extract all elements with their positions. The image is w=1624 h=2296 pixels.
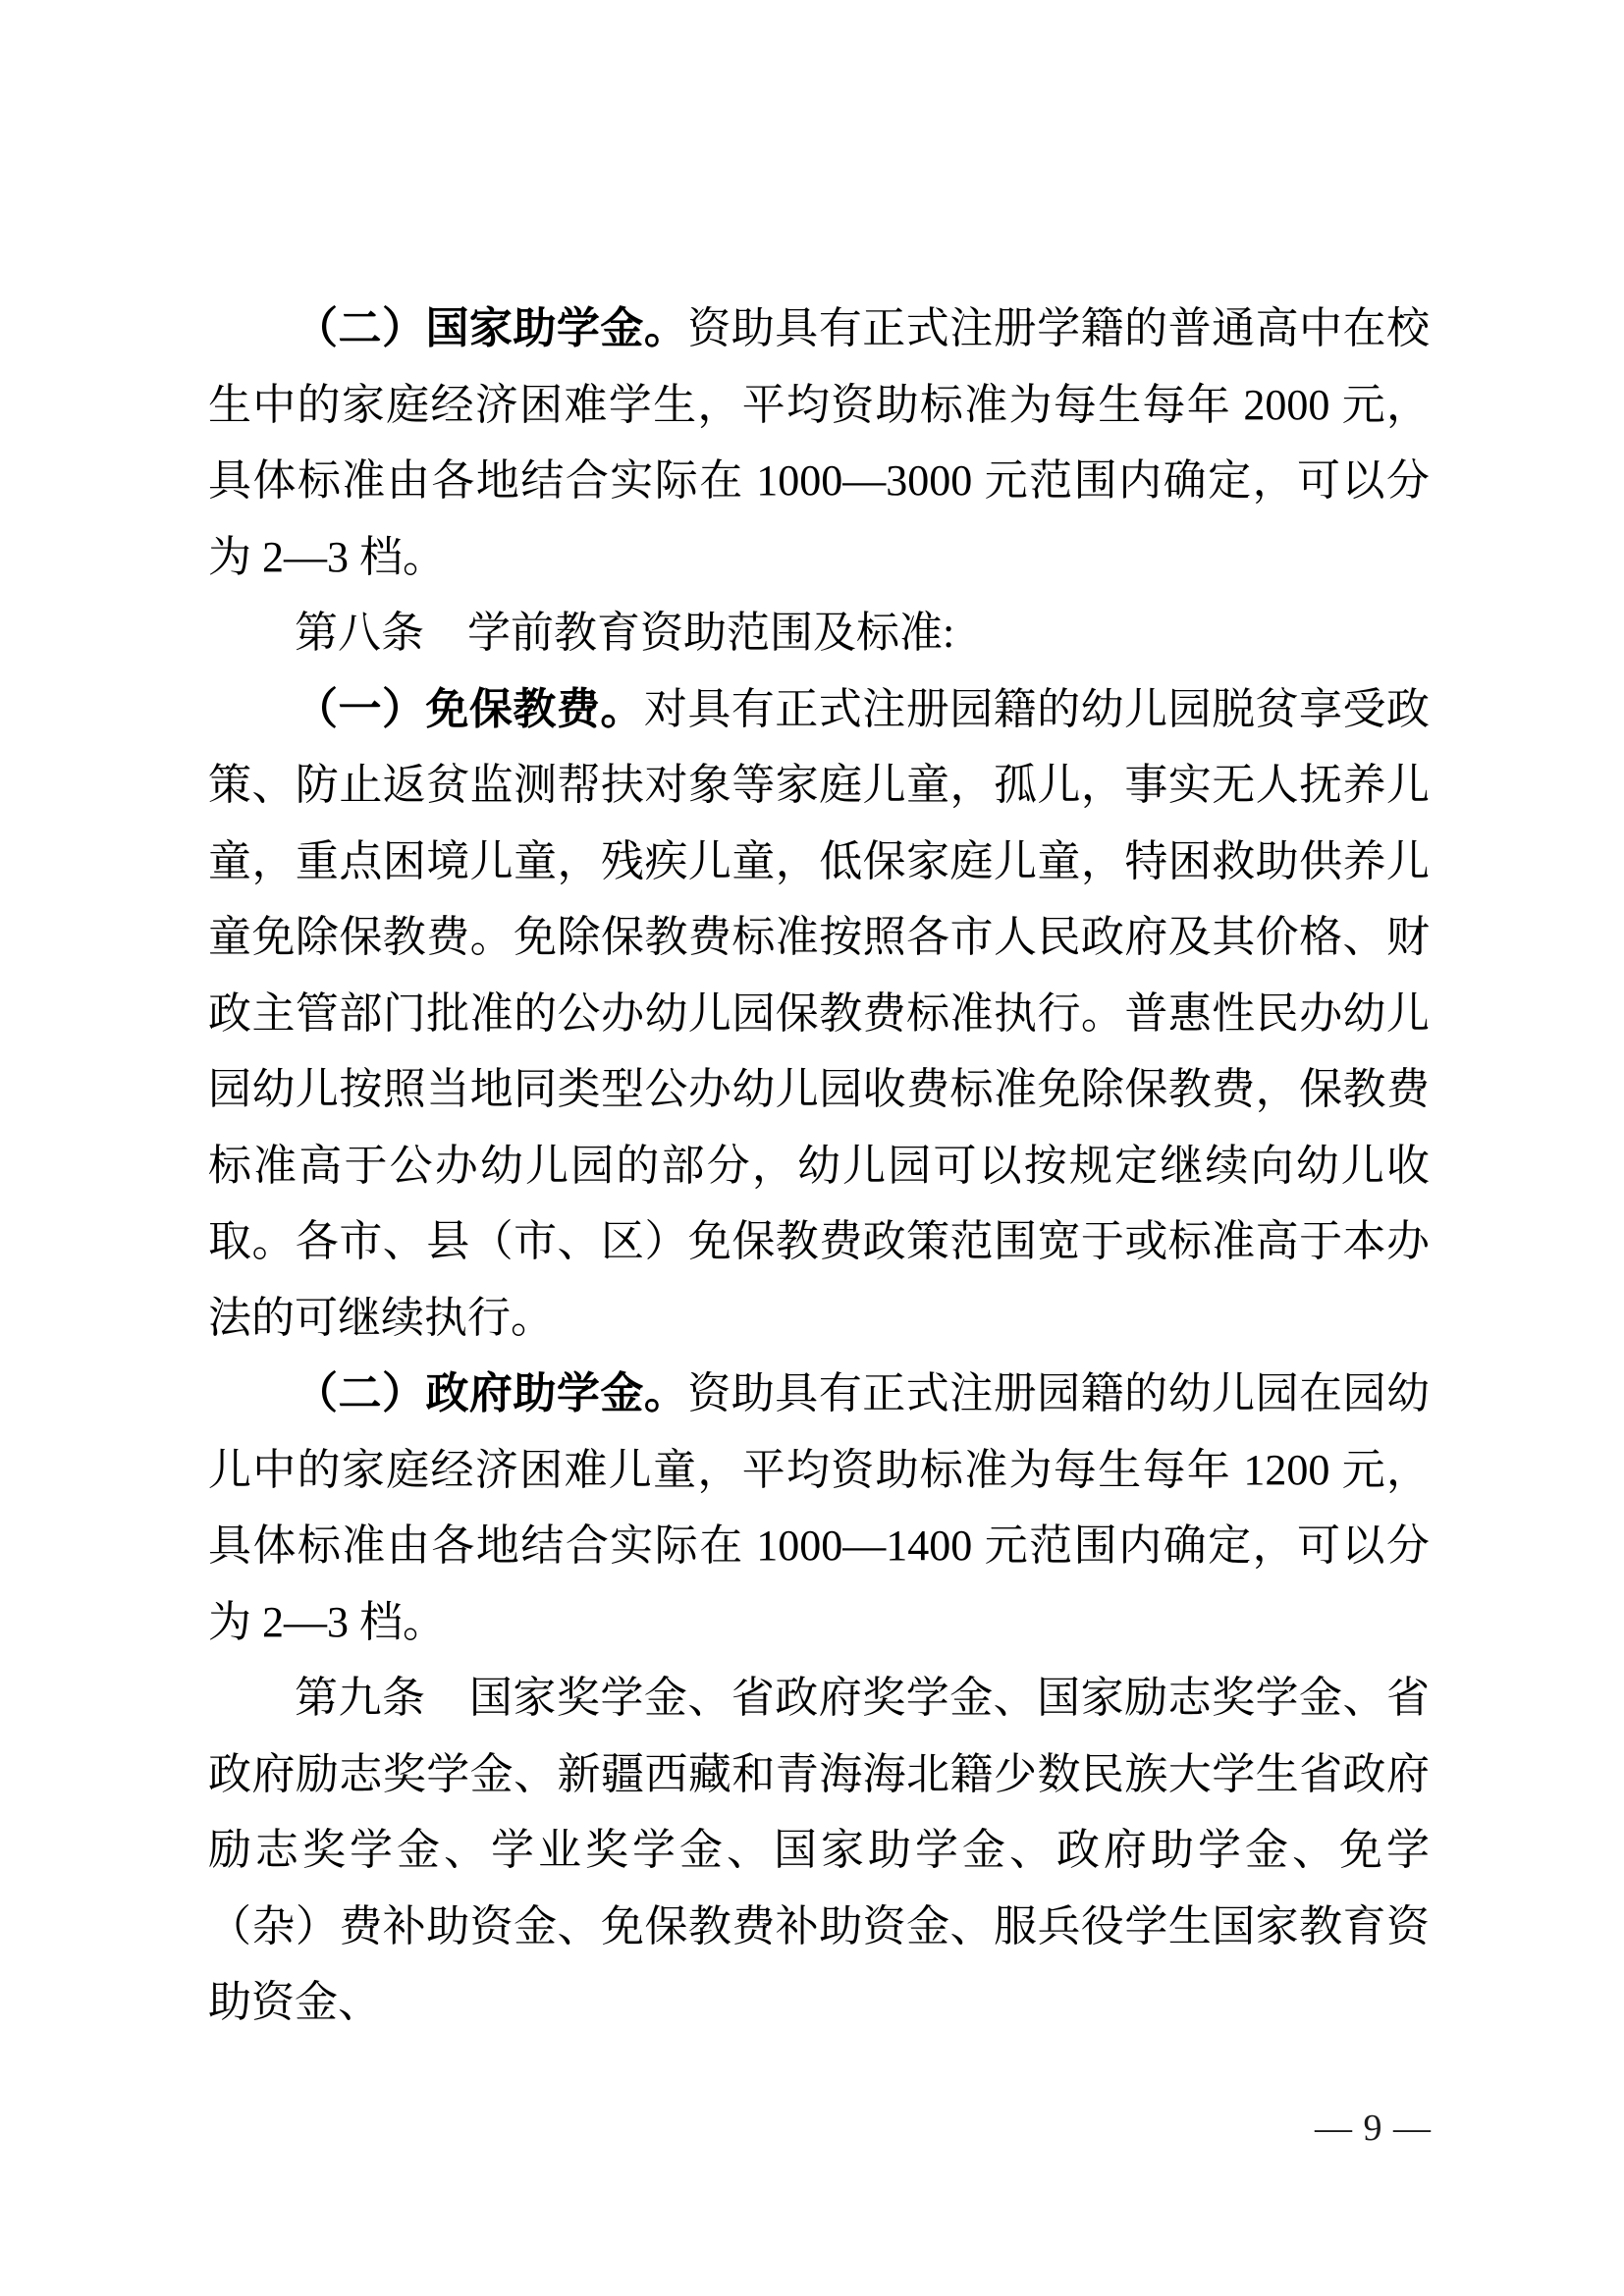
paragraph-fee-exemption [208,671,1430,1357]
page-number: — 9 — [1315,2108,1432,2149]
paragraph-text: 资助具有正式注册学籍的普通高中在校生中的家庭经济困难学生，平均资助标准为每生每年 2000 元，具体标准由各地结合实际在 1000—3000 元范围内确定，可以分为 2—3 档。 [208,304,1431,581]
paragraph-national-grant [208,291,1430,595]
paragraph-lead: （二）政府助学金。 [295,1369,688,1417]
paragraph-lead: （一）免保教费。 [295,684,644,733]
paragraph-text: 第八条 学前教育资助范围及标准: [295,609,955,657]
paragraph-text: 第九条 国家奖学金、省政府奖学金、国家励志奖学金、省政府励志奖学金、新疆西藏和青海海北籍少数民族大学生省政府励志奖学金、学业奖学金、国家助学金、政府助学金、免学（杂）费补助资金、免保教费补助资金、服兵役学生国家教育资助资金、 [208,1674,1430,2026]
document-body [208,291,1430,2041]
paragraph-text: 对具有正式注册园籍的幼儿园脱贫享受政策、防止返贫监测帮扶对象等家庭儿童，孤儿，事实无人抚养儿童，重点困境儿童，残疾儿童，低保家庭儿童，特困救助供养儿童免除保教费。免除保教费标准按照各市人民政府及其价格、财政主管部门批准的公办幼儿园保教费标准执行。普惠性民办幼儿园幼儿按照当地同类型公办幼儿园收费标准免除保教费，保教费标准高于公办幼儿园的部分，幼儿园可以按规定继续向幼儿收取。各市、县（市、区）免保教费政策范围宽于或标准高于本办法的可继续执行。 [208,684,1431,1342]
paragraph-text: 资助具有正式注册园籍的幼儿园在园幼儿中的家庭经济困难儿童，平均资助标准为每生每年 1200 元，具体标准由各地结合实际在 1000—1400 元范围内确定，可以分为 2—3 档。 [208,1369,1431,1646]
paragraph-article-9 [208,1660,1430,2041]
paragraph-article-8 [208,595,1430,671]
paragraph-lead: （二）国家助学金。 [295,304,688,352]
paragraph-government-grant [208,1356,1430,1660]
